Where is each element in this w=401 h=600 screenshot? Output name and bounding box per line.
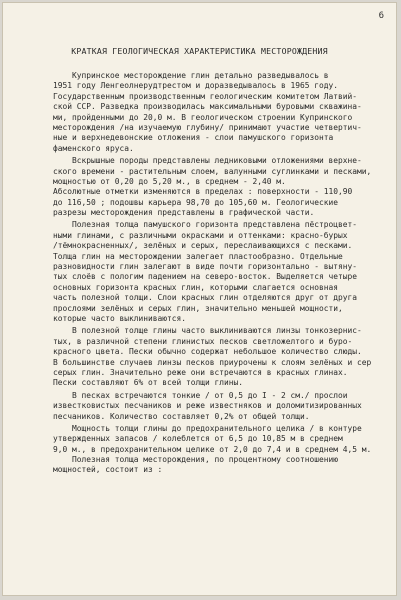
paragraph [53, 326, 375, 388]
text-line: мощностью от 0,20 до 5,20 м., в среднем - 2,40 м. [53, 176, 286, 186]
text-line: ные и верхнедевонские отложения - слои памушского горизонта [53, 133, 334, 143]
text-line: разрезы месторождения представлены в графической части. [53, 208, 315, 218]
paragraph [53, 424, 375, 476]
text-line: Полезная толща месторождения, по процентному соотношению [53, 455, 339, 465]
text-line: Полезная толща памушского горизонта представлена пёстроцвет- [53, 220, 358, 230]
document-body [53, 71, 375, 476]
text-line: ского времени - растительным слоем, валунными суглинками и песками, [53, 166, 372, 176]
document-title: КРАТКАЯ ГЕОЛОГИЧЕСКАЯ ХАРАКТЕРИСТИКА МЕСТОРОЖДЕНИЯ [71, 46, 328, 56]
text-line: 1951 году Ленгеолнерудтрестом и доразведывалось в 1965 году. [53, 81, 339, 91]
text-line: известковистых песчаников и реже известняков и доломитизированных [53, 401, 362, 411]
text-line: основных горизонта красных глин, которыми слагается основная [53, 282, 339, 292]
text-line: которые часто выклиниваются. [53, 313, 187, 323]
text-line: Вскрышные породы представлены ледниковыми отложениями верхне- [53, 156, 362, 166]
text-line: Пески составляют 6% от всей толщи глины. [53, 378, 244, 388]
text-line: красного цвета. Пески обычно содержат небольшое количество слюды. [53, 347, 362, 357]
text-line: до 116,50 ; подошвы карьера 98,70 до 105,60 м. Геологические [53, 197, 339, 207]
page-number: 6 [378, 11, 384, 21]
text-line: фаменского яруса. [53, 143, 134, 153]
text-line: ской ССР. Разведка производилась максимальными буровыми скважина- [53, 102, 362, 112]
text-line: прослоями зелёных и серых глин, значительно меньшей мощности, [53, 303, 343, 313]
text-line: месторождения /на изучаемую глубину/ принимают участие четвертич- [53, 122, 362, 132]
text-line: В песках встречаются тонкие / от 0,5 до I - 2 см./ прослои [53, 390, 348, 400]
paragraph [53, 156, 375, 218]
paragraph [53, 391, 375, 422]
text-line: ными глинами, с различными окрасками и оттенками: красно-бурых [53, 230, 348, 240]
text-line: Государственным производственным геологическим комитетом Латвий- [53, 91, 358, 101]
text-line: Абсолютные отметки изменяются в пределах : поверхности - 110,90 [53, 187, 353, 197]
text-line: часть полезной толщи. Слои красных глин отделяются друг от друга [53, 293, 358, 303]
text-line: ми, пройденными до 20,0 м. В геологическом строении Купринского [53, 112, 353, 122]
text-line: /тёмнокрасненных/, зелёных и серых, переслаивающихся с песками. [53, 241, 353, 251]
text-line: 9,0 м., в предохранительном целике от 2,0 до 7,4 и в среднем 4,5 м. [53, 444, 372, 454]
text-line: утвержденных запасов / колеблется от 6,5 до 10,85 м в среднем [53, 434, 343, 444]
text-line: Купринское месторождение глин детально разведывалось в [53, 71, 329, 80]
text-line: разновидности глин залегают в виде почти горизонтально - вытяну- [53, 262, 358, 272]
paragraph [53, 220, 375, 324]
document-page [2, 2, 397, 596]
text-line: Мощность толщи глины до предохранительного целика / в контуре [53, 423, 362, 433]
text-line: тых слоёв с пологим падением на северо-восток. Выделяется четыре [53, 272, 358, 282]
text-line: мощностей, состоит из : [53, 465, 163, 475]
paragraph [53, 71, 375, 154]
text-line: В большинстве случаев линзы песков приурочены к слоям зелёных и сер [53, 357, 372, 367]
text-line: серых глин. Значительно реже они встречаются в красных глинах. [53, 367, 348, 377]
text-line: тых, в различной степени глинистых песков светложелтого и буро- [53, 336, 353, 346]
text-line: Толща глин на месторождении залегает пластообразно. Отдельные [53, 251, 343, 261]
text-line: В полезной толще глины часто выклиниваются линзы тонкозернис- [53, 326, 362, 336]
text-line: песчаников. Количество составляет 0,2% от общей толщи. [53, 411, 310, 421]
